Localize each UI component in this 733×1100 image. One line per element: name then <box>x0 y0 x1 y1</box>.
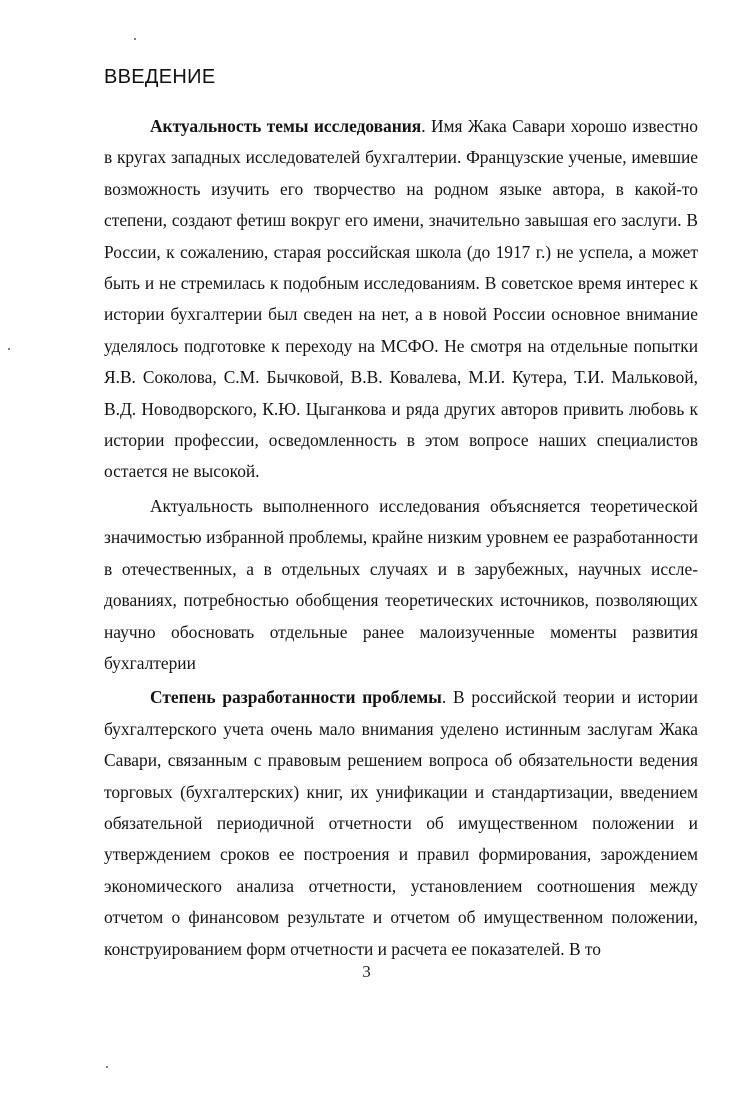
scan-speck <box>134 38 136 40</box>
paragraph-body: . В российской теории и истории бухгалтерского учета очень мало внимания уделено истинным заслугам Жака Савари, связанным с правовым решением вопроса об обязательности ведения торговых (бухгалтерских) книг, их унификации и стандартизации, введением обязательной периодичной отчетности об имущественном положении и утверждением сроков ее построения и правил формирования, зарождением экономического анализа отчетности, установлением соотношения между отчетом о финансовом результате и отчетом об имущественном положении, конструированием форм отчетности и расчета ее показателей. В то <box>104 687 698 959</box>
paragraph-body: Актуальность выполненного исследования объясняется теоретической значимостью избранной проблемы, крайне низким уровнем ее разработанности в отечественных, а в отдельных случаях и в зарубежных, научных исследованиях, потребностью обобщения теоретических источников, позволяющих научно обосновать отдельные ранее малоизученные моменты развития бухгалтерии <box>104 495 698 673</box>
paragraph-lead: Степень разработанности проблемы <box>150 687 442 708</box>
paragraph-relevance <box>104 111 698 488</box>
paragraph-significance <box>104 491 698 679</box>
scan-speck <box>106 1066 108 1068</box>
paragraph-development-degree <box>104 682 698 965</box>
paragraph-body: . Имя Жака Савари хорошо известно в кругах западных исследователей бухгалтерии. Французские ученые, имевшие возможность изучить его творчество на родном языке автора, в какой-то степени, создают фетиш вокруг его имени, значительно завышая его заслуги. В России, к сожалению, старая российская школа (до 1917 г.) не успела, а может быть и не стремилась к подобным исследованиям. В советское время интерес к истории бухгалтерии был сведен на нет, а в новой России основное внимание уделялось подготовке к переходу на МСФО. Не смотря на отдельные попытки Я.В. Соколова, С.М. Бычковой, В.В. Ковалева, М.И. Кутера, Т.И. Мальковой, В.Д. Новодворского, К.Ю. Цыганкова и ряда других авторов привить любовь к истории профессии, осведомленность в этом вопросе наших специалистов остается не высокой. <box>104 116 699 482</box>
paragraph-lead: Актуальность темы исследования <box>150 116 422 136</box>
scan-speck <box>8 348 10 350</box>
body-text <box>104 111 698 965</box>
page-number: 3 <box>362 962 371 981</box>
section-heading: ВВЕДЕНИЕ <box>104 66 216 88</box>
